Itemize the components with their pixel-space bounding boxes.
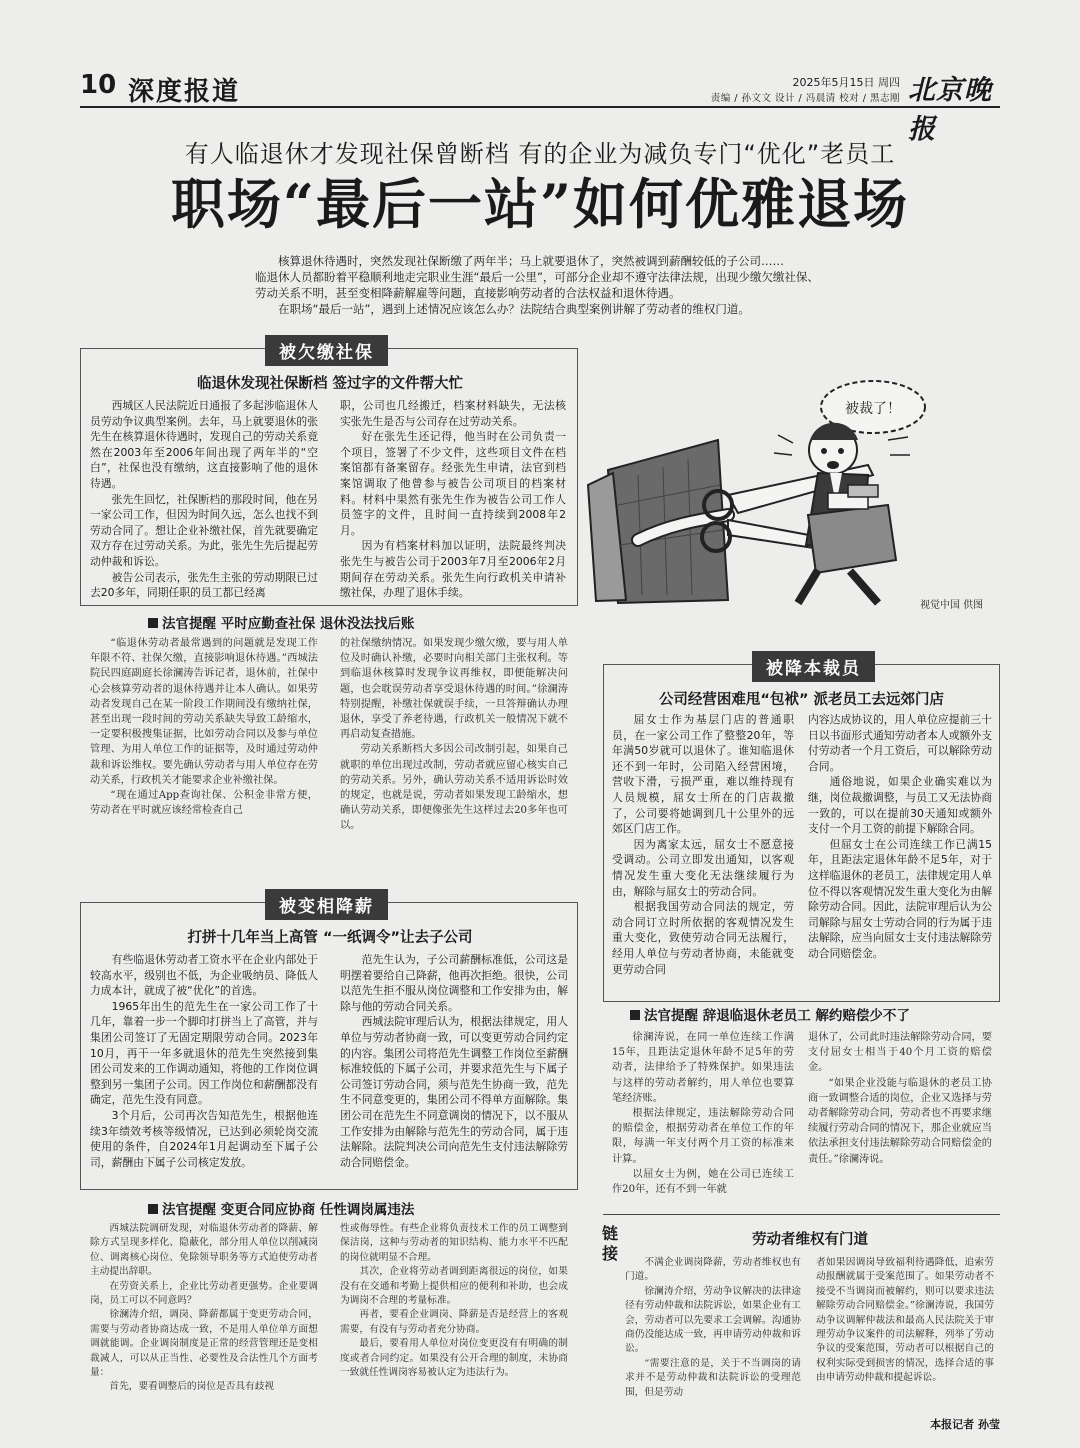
section-name: 深度报道 <box>128 77 241 107</box>
story-title: 临退休发现社保断档 签过字的文件帮大忙 <box>196 376 464 392</box>
judge-note-column <box>90 636 318 818</box>
paragraph: “临退休劳动者最常遇到的问题就是发现工作年限不符、社保欠缴，直接影响退休待遇。”西城法院民四庭副庭长徐澜涛告诉记者，退休前，社保中心会核算劳动者的退休待遇并让本人确认。如果劳动者发现自己在某一阶段工作期间没有缴纳社保，甚至出现一段时间的劳动关系缺失导致工龄缩水，一定要积极搜集证据，比如劳动合同以及参与单位管理、为用人单位工作的证据等，及时通过劳动仲裁和诉讼维权。要先确认劳动者与用人单位存在劳动关系，行政机关才能要求企业补缴社保。 <box>90 638 318 786</box>
judge-note-column <box>340 1222 568 1380</box>
judge-note-column <box>340 636 568 834</box>
judge-note-title: 法官提醒 辞退临退休老员工 解约赔偿少不了 <box>644 1008 910 1024</box>
square-bullet-icon <box>630 1010 640 1020</box>
paragraph: 被告公司表示，张先生主张的劳动期限已过去20多年，同期任职的员工都已经离 <box>90 570 318 600</box>
paragraph: 劳动关系断档大多因公司改制引起，如果自己就职的单位出现过改制，劳动者就应留心核实自己的劳动关系。另外，确认劳动关系不适用诉讼时效的规定，也就是说，劳动者如果发现工龄缩水，想确认劳动关系，即便像张先生这样过去20多年也可以。 <box>340 744 568 832</box>
section-tag: 被欠缴社保 <box>265 335 388 366</box>
intro-paragraphs <box>255 253 825 317</box>
story-column <box>90 952 318 1170</box>
paragraph: 职，公司也几经搬迁，档案材料缺失，无法核实张先生是否与公司存在过劳动关系。 <box>340 399 566 428</box>
paragraph: 性或侮辱性。有些企业将负责技术工作的员工调整到保洁岗，这种与劳动者的知识结构、能力水平不匹配的岗位就明显不合理。 <box>340 1223 568 1263</box>
main-headline: 职场“最后一站”如何优雅退场 <box>170 172 910 236</box>
image-credit: 视觉中国 供图 <box>920 600 984 611</box>
sidebar-title: 劳动者维权有门道 <box>752 1232 868 1248</box>
paragraph: 以屈女士为例，她在公司已连续工作20年，还有不到一年就 <box>612 1168 794 1196</box>
judge-note-column <box>612 1030 794 1197</box>
judge-note-column <box>90 1222 318 1395</box>
paragraph: 但屈女士在公司连续工作已满15年，且距法定退休年龄不足5年，对于这样临退休的老员工，法律规定用人单位不得以客观情况发生重大变化为由解除劳动合同。因此，法院审理后认为公司解除与屈女士劳动合同的行为属于违法解除，应当向屈女士支付违法解除劳动合同赔偿金。 <box>808 837 992 960</box>
judge-note-heading <box>630 1004 1000 1024</box>
sidebar-column <box>625 1256 801 1400</box>
paragraph: 张先生回忆，社保断档的那段时间，他在另一家公司工作，但因为时间久远，怎么也找不到劳动合同了。想让企业补缴社保，首先就要确定双方存在过劳动关系。为此，张先生先后提起劳动仲裁和诉讼。 <box>90 492 318 568</box>
square-bullet-icon <box>148 618 158 628</box>
paragraph: “现在通过App查询社保、公积金非常方便，劳动者在平时就应该经常检查自己 <box>90 790 318 817</box>
paragraph: 最后，要看用人单位对岗位变更没有有明确的制度或者合同约定。如果没有公开合理的制度，未协商一致就任性调岗容易被认定为违法行为。 <box>340 1338 568 1379</box>
paragraph: 有些临退休劳动者工资水平在企业内部处于较高水平，级别也不低，为企业吸纳员、降低人力成本计，就成了被“优化”的首选。 <box>90 953 318 998</box>
paragraph: 再者，要看企业调岗、降薪是否是经营上的客观需要，有没有与劳动者充分协商。 <box>340 1309 568 1335</box>
intro-paragraph: 核算退休待遇时，突然发现社保断缴了两年半；马上就要退休了，突然被调到薪酬较低的子公司…… <box>278 254 784 268</box>
paragraph: 西城区人民法院近日通报了多起涉临退休人员劳动争议典型案例。去年，马上就要退休的张先生在核算退休待遇时，发现自己的劳动关系竟然在2003年至2006年间出现了两年半的“空白”，社保也没有缴纳，这直接影响了他的退休待遇。 <box>90 399 318 490</box>
judge-note-title: 法官提醒 变更合同应协商 任性调岗属违法 <box>162 1202 415 1218</box>
paragraph: “如果企业没能与临退休的老员工协商一致调整合适的岗位，企业又选择与劳动者解除劳动合同，劳动者也不再要求继续履行劳动合同的情况下，那企业就应当依法承担支付违法解除劳动合同赔偿金的责任。”徐澜涛说。 <box>808 1077 992 1165</box>
judge-note-column <box>808 1030 992 1167</box>
masthead <box>80 68 1000 145</box>
story-title: 打拼十几年当上高管 “一纸调令”让去子公司 <box>187 930 473 946</box>
paragraph: 1965年出生的范先生在一家公司工作了十几年，靠着一步一个脚印打拼当上了高管，并与集团公司签订了无固定期限劳动合同。2023年10月，再干一年多就退休的范先生突然接到集团公司发来的工作调动通知，将他的工作岗位调整到另一集团子公司。因工作岗位和薪酬都没有确定，范先生没有同意。 <box>90 999 318 1107</box>
story-title: 公司经营困难甩“包袱” 派老员工去远郊门店 <box>658 692 945 708</box>
editor-credits: 责编 / 孙文文 设计 / 冯晨清 校对 / 黑志刚 <box>710 93 900 104</box>
layoff-cartoon-image <box>578 345 998 610</box>
paragraph: 根据我国劳动合同法的规定，劳动合同订立时所依据的客观情况发生重大变化，致使劳动合同无法履行，经用人单位与劳动者协商，未能就变更劳动合同 <box>612 900 794 976</box>
paragraph: 徐澜涛介绍，劳动争议解决的法律途径有劳动仲裁和法院诉讼，如果企业有工会，劳动者可以先要求工会调解。沟通协商仍没能达成一致，再申请劳动仲裁和诉讼。 <box>625 1285 801 1355</box>
section-tag: 被变相降薪 <box>265 889 388 920</box>
paragraph: 其次，企业将劳动者调到距离很远的岗位，如果没有在交通和考勤上提供相应的便利和补助，也会成为调岗不合理的考量标准。 <box>340 1266 568 1307</box>
paragraph: 因为有档案材料加以证明，法院最终判决张先生与被告公司于2003年7月至2006年2月期间存在劳动关系。张先生向行政机关申请补缴社保，办理了退休手续。 <box>340 539 566 600</box>
paragraph: 根据法律规定，违法解除劳动合同的赔偿金，根据劳动者在单位工作的年限，每满一年支付两个月工资的标准来计算。 <box>612 1108 794 1165</box>
paragraph: 好在张先生还记得，他当时在公司负责一个项目，签署了不少文件，这些项目文件在档案馆都有备案留存。经张先生申请，法官到档案馆调取了他曾参与被告公司项目的档案材料。材料中果然有张先生作为被告公司工作人员签字的文件，且时间一直持续到2008年2月。 <box>340 430 566 537</box>
byline: 本报记者 孙莹 <box>930 1418 1000 1431</box>
story-column <box>340 398 566 601</box>
paragraph: 通俗地说，如果企业确实难以为继，岗位裁撤调整，与员工又无法协商一致的，可以在提前30天通知或额外支付一个月工资的前提下解除合同。 <box>808 775 992 836</box>
judge-note-heading <box>148 612 568 632</box>
story-column <box>612 712 794 977</box>
paragraph: 者如果因调岗导致福利待遇降低，追索劳动报酬就属于受案范围了。如果劳动者不接受不当调岗而被解约，则可以要求违法解除劳动合同赔偿金。”徐澜涛说，我国劳动争议调解仲裁法和最高人民法院关于审理劳动争议案件的司法解释，列举了劳动争议的受案范围，劳动者可以根据自己的权利实际受到损害的情况，选择合适的事由申请劳动仲裁和提起诉讼。 <box>816 1257 994 1384</box>
page-number: 10 <box>80 70 117 100</box>
intro-paragraph: 临退休人员都盼着平稳顺利地走完职业生涯“最后一公里”，可部分企业却不遵守法律法规，出现少缴欠缴社保、劳动关系不明，甚至变相降薪解雇等问题，直接影响劳动者的合法权益和退休待遇。 <box>255 270 819 300</box>
paragraph: 范先生认为，子公司薪酬标准低，公司这是明摆着要给自己降薪，他再次拒绝。很快，公司以范先生拒不服从岗位调整和工作安排为由，解除与他的劳动合同关系。 <box>340 953 568 1013</box>
sidebar-label: 链接 <box>602 1224 619 1263</box>
paragraph: 首先，要看调整后的岗位是否具有歧视 <box>109 1381 275 1393</box>
story-column <box>340 952 568 1170</box>
paragraph: 因为离家太远，屈女士不愿意接受调动。公司立即发出通知，以客观情况发生重大变化无法继续履行为由，解除与屈女士的劳动合同。 <box>612 837 794 898</box>
paragraph: 徐澜涛说，在同一单位连续工作满15年，且距法定退休年龄不足5年的劳动者，法律给予了特殊保护。如果违法与这样的劳动者解约，用人单位也要算笔经济账。 <box>612 1032 794 1104</box>
paragraph: 屈女士作为基层门店的普通职员，在一家公司工作了整整20年，等年满50岁就可以退休了。谁知临退休还不到一年时，公司陷入经营困境，营收下滑，亏损严重，难以维持现有人员规模，屈女士所在的门店裁撤了，公司要将她调到几十公里外的远郊区门店工作。 <box>612 713 794 836</box>
judge-note-heading <box>148 1198 568 1218</box>
kicker-headline: 有人临退休才发现社保曾断档 有的企业为减负专门“优化”老员工 <box>184 140 896 168</box>
paragraph: 退休了，公司此时违法解除劳动合同，要支付屈女士相当于40个月工资的赔偿金。 <box>808 1032 992 1074</box>
paragraph: 的社保缴纳情况。如果发现少缴欠缴，要与用人单位及时确认补缴，必要时向相关部门主张权利。等到临退休核算时发现争议再维权，即便能解决问题，也会耽误劳动者享受退休待遇的时间。”徐澜涛特别提醒，补缴社保就误手续，一旦答辩确认办理退休，享受了养老待遇，行政机关一般情况下就不再启动复查措施。 <box>340 638 568 741</box>
paragraph: 不满企业调岗降薪，劳动者维权也有门道。 <box>625 1257 801 1283</box>
cartoon-illustration <box>578 345 998 610</box>
paragraph: 3个月后，公司再次告知范先生，根据他连续3年绩效考核等级情况，已达到必须轮岗交流使用的条件，自2024年1月起调动至下属子公司，薪酬由下属子公司核定发放。 <box>90 1108 318 1169</box>
sidebar-column <box>816 1256 994 1386</box>
section-tag: 被降本裁员 <box>752 651 875 682</box>
story-column <box>90 398 318 601</box>
paragraph: 徐澜涛介绍，调岗、降薪都属于变更劳动合同，需要与劳动者协商达成一致，不是用人单位单方面想调就能调。企业调岗制度是正常的经营管理还是变相裁减人，可以从正当性、必要性及合法性几个方面考量： <box>90 1309 318 1379</box>
paragraph: 西城法院审理后认为，根据法律规定，用人单位与劳动者协商一致，可以变更劳动合同约定的内容。集团公司将范先生调整工作岗位至薪酬标准较低的下属子公司，并要求范先生与下属子公司签订劳动合同，须与范先生协商一致，范先生不同意变更的，集团公司不得单方面解除。集团公司在范先生不同意调岗的情况下，以不服从工作安排为由解除与范先生的劳动合同，属于违法解除。法院判决公司向范先生支付违法解除劳动合同赔偿金。 <box>340 1015 568 1169</box>
paragraph: 在劳资关系上，企业比劳动者更强势。企业要调岗，员工可以不同意吗？ <box>90 1280 318 1307</box>
paragraph: 内容达成协议的，用人单位应提前三十日以书面形式通知劳动者本人或额外支付劳动者一个月工资后，可以解除劳动合同。 <box>808 713 992 773</box>
publication-date: 2025年5月15日 周四 <box>792 76 900 89</box>
intro-paragraph: 在职场“最后一站”，遇到上述情况应该怎么办？法院结合典型案例讲解了劳动者的维权门道。 <box>278 302 750 316</box>
paragraph: “需要注意的是，关于不当调岗的请求并不是劳动仲裁和法院诉讼的受理范围，但是劳动 <box>625 1357 801 1398</box>
speech-bubble-text: 被裁了！ <box>845 401 901 417</box>
square-bullet-icon <box>148 1204 158 1214</box>
story-column <box>808 712 992 962</box>
paragraph: 西城法院调研发现，对临退休劳动者的降薪、解除方式呈现多样化、隐蔽化，部分用人单位以削减岗位、调离核心岗位、免除领导职务等方式迫使劳动者主动提出辞职。 <box>90 1223 318 1278</box>
judge-note-title: 法官提醒 平时应勤查社保 退休没法找后账 <box>162 616 415 632</box>
sidebar-rule <box>603 1214 1000 1215</box>
newspaper-logo: 北京晚报 <box>908 75 992 145</box>
